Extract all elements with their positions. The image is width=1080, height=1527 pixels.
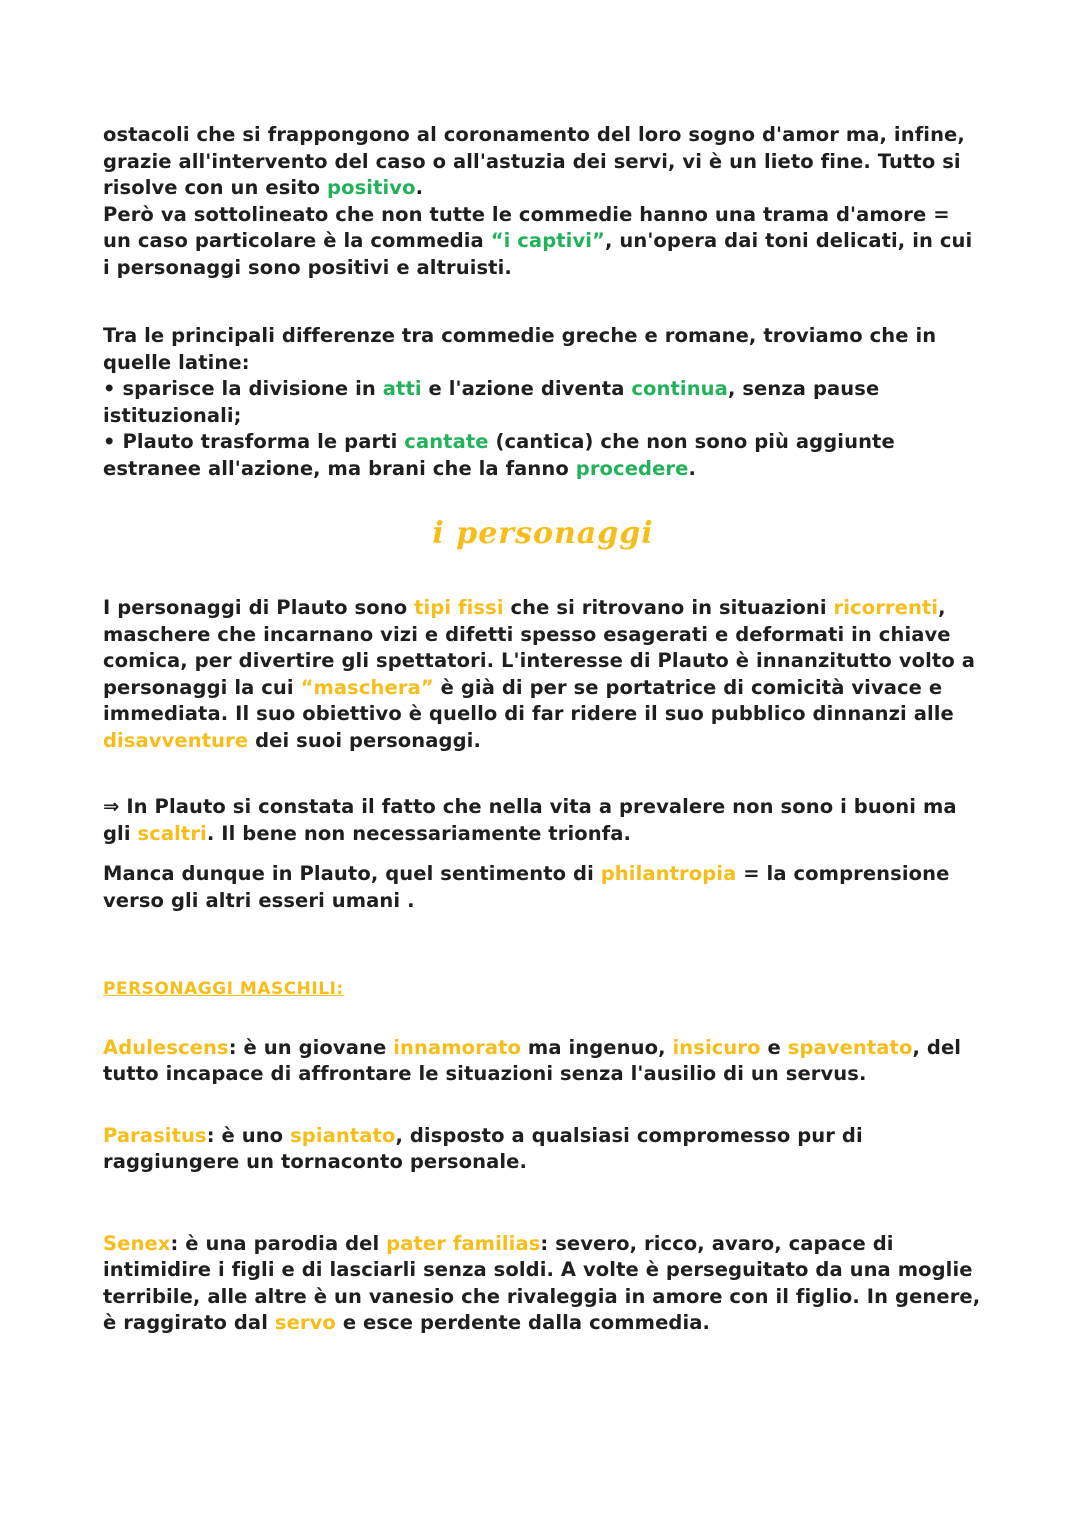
paragraph-philantropia: Manca dunque in Plauto, quel sentimento di philantropia = la comprensione verso gli altri esseri umani . bbox=[103, 862, 950, 912]
highlight-innamorato: innamorato bbox=[393, 1035, 522, 1059]
notes-page bbox=[103, 122, 983, 1337]
section-title-personaggi-maschili: PERSONAGGI MASCHILI: bbox=[103, 979, 344, 999]
entry-parasitus: Parasitus: è uno spiantato, disposto a qualsiasi compromesso pur di raggiungere un tornaconto personale. bbox=[103, 1123, 863, 1173]
bullet-atti: • sparisce la divisione in atti e l'azione diventa continua, senza pause istituzionali; bbox=[103, 376, 983, 429]
highlight-spaventato: spaventato bbox=[787, 1035, 913, 1059]
highlight-spiantato: spiantato bbox=[290, 1123, 396, 1147]
entry-senex: Senex: è una parodia del pater familias: severo, ricco, avaro, capace di intimidire i figli e di lasciarli senza soldi. A volte è perseguitato da una moglie terribile, alle altre è un vanesio che rivaleggia in amore con il figlio. In genere, è raggirato dal servo e esce perdente dalla commedia. bbox=[103, 1231, 981, 1334]
highlight-captivi: “i captivi” bbox=[490, 229, 605, 252]
highlight-servo: servo bbox=[274, 1311, 336, 1334]
paragraph-scaltri: ⇒ In Plauto si constata il fatto che nella vita a prevalere non sono i buoni ma gli scaltri. Il bene non necessariamente trionfa. bbox=[103, 795, 957, 845]
highlight-positivo: positivo bbox=[327, 176, 416, 199]
paragraph-differenze: Tra le principali differenze tra commedie greche e romane, troviamo che in quelle latine: bbox=[103, 324, 937, 374]
highlight-scaltri: scaltri bbox=[137, 821, 207, 845]
term-parasitus: Parasitus bbox=[103, 1123, 207, 1147]
bullet-cantate: • Plauto trasforma le parti cantate (cantica) che non sono più aggiunte estranee all'azione, ma brani che la fanno procedere. bbox=[103, 429, 983, 482]
highlight-atti: atti bbox=[382, 377, 422, 400]
highlight-insicuro: insicuro bbox=[672, 1035, 761, 1059]
highlight-pater-familias: pater familias bbox=[386, 1231, 541, 1255]
term-senex: Senex bbox=[103, 1231, 171, 1255]
highlight-disavventure: disavventure bbox=[103, 728, 249, 752]
highlight-ricorrenti: ricorrenti bbox=[833, 596, 939, 619]
highlight-cantate: cantate bbox=[404, 430, 489, 453]
highlight-continua: continua bbox=[631, 377, 728, 400]
highlight-philantropia: philantropia bbox=[600, 862, 737, 885]
highlight-procedere: procedere bbox=[575, 456, 689, 480]
paragraph-captivi: Però va sottolineato che non tutte le commedie hanno una trama d'amore = un caso particolare è la commedia “i captivi”, un'opera dai toni delicati, in cui i personaggi sono positivi e altruisti. bbox=[103, 202, 973, 279]
paragraph-lieto-fine: ostacoli che si frappongono al coronamento del loro sogno d'amor ma, infine, grazie all'intervento del caso o all'astuzia dei servi, vi è un lieto fine. Tutto si risolve con un esito positivo. bbox=[103, 123, 965, 199]
term-adulescens: Adulescens bbox=[103, 1035, 229, 1059]
paragraph-tipi-fissi: I personaggi di Plauto sono tipi fissi che si ritrovano in situazioni ricorrenti, maschere che incarnano vizi e difetti spesso esagerati e deformati in chiave comica, per divertire gli spettatori. L'interesse di Plauto è innanzitutto volto a personaggi la cui “maschera” è già di per se portatrice di comicità vivace e immediata. Il suo obiettivo è quello di far ridere il suo pubblico dinnanzi alle disavventure dei suoi personaggi. bbox=[103, 596, 975, 752]
entry-adulescens: Adulescens: è un giovane innamorato ma ingenuo, insicuro e spaventato, del tutto incapace di affrontare le situazioni senza l'ausilio di un servus. bbox=[103, 1035, 962, 1085]
highlight-maschera: “maschera” bbox=[300, 675, 434, 699]
highlight-tipi-fissi: tipi fissi bbox=[414, 596, 504, 619]
section-heading-personaggi: i personaggi bbox=[432, 516, 654, 551]
